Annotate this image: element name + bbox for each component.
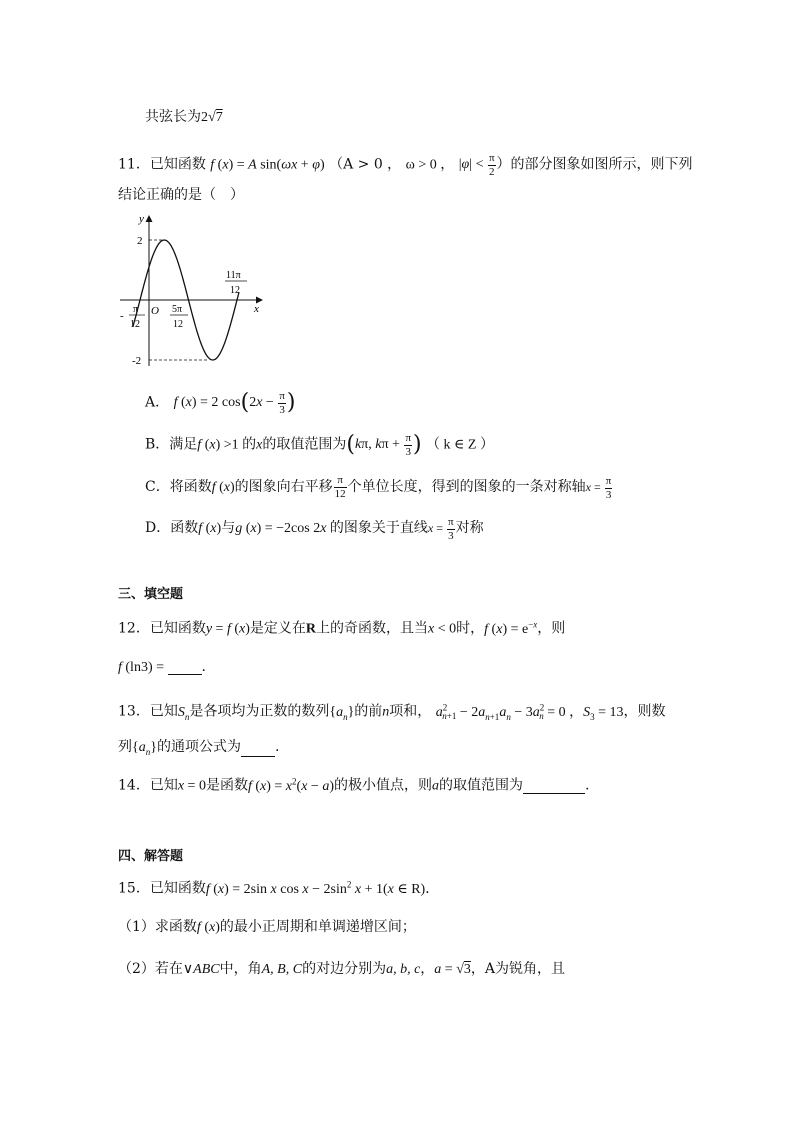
- q13-recurrence: $a^2_{n+1} - 2a_{n+1}a_n - 3a^2_n = 0$ ，$S_3 = 13$: [435, 702, 624, 722]
- ymax-label: 2: [137, 235, 143, 247]
- mid-label-num: 5π: [172, 304, 183, 315]
- q14-line: 14．已知x = 0是函数f $(x) = x^2(x - a)$的极小值点，则a的取值范围为 .: [118, 776, 590, 794]
- q13-line1: 13．已知$S_n$是各项均为正数的数列$\{a_n\}$的前n项和， $a^2_{n+1} - 2a_{n+1}a_n - 3a^2_n = 0$ ，$S_3 = 13$，则数: [118, 702, 666, 722]
- q12-line1: 12．已知函数y = f (x)是定义在R上的奇函数，且当x < 0时，f $(x) = e^{-x}$，则: [118, 619, 566, 637]
- prev-answer-radical: 7: [215, 110, 223, 125]
- q12-number: 12．: [118, 620, 150, 637]
- ymin-label: -2: [132, 355, 142, 367]
- q11-line1: [118, 152, 693, 178]
- option-d-text1: 函数: [170, 519, 199, 536]
- q11-cond-w: ω > 0 ，: [405, 157, 455, 173]
- option-b-label: B．: [145, 436, 170, 453]
- option-d-text3: 的图象关于直线: [329, 519, 428, 536]
- left-label-num: π: [133, 304, 139, 315]
- sqrt-symbol: √: [208, 110, 216, 125]
- q11-tail: 的部分图象如图所示，则下列: [510, 156, 693, 173]
- q12-answer-blank[interactable]: [168, 674, 202, 675]
- q13-line2: 列$\{a_n\}$的通项公式为 .: [118, 739, 280, 757]
- option-d-label: D．: [145, 519, 171, 536]
- q14-answer-blank[interactable]: [523, 793, 585, 794]
- option-b-interval: (kπ, kπ + $\frac{\pi}{3}$ ): [346, 432, 422, 458]
- q12-line2: f (ln3) = .: [118, 659, 206, 675]
- left-label-den: 12: [130, 319, 140, 330]
- q15-part2: （2）若在∨ABC中，角A, B, C的对边分别为a, b, c，a = √3，A为锐角，且: [118, 961, 566, 977]
- right-label-num: 11π: [226, 270, 241, 281]
- q13-number: 13．: [118, 703, 150, 720]
- option-b-text2: 的取值范围为: [262, 436, 347, 453]
- option-d-text4: 对称: [455, 519, 484, 536]
- prev-answer-value: 2: [201, 110, 208, 125]
- q11-number: 11．: [118, 156, 150, 173]
- option-c[interactable]: C．将函数f (x)的图象向右平移 $\frac{\pi}{12}$ 个单位长度，得到的图象的一条对称轴x = $\frac{\pi}{3}$: [145, 474, 612, 501]
- x-label: x: [254, 303, 259, 315]
- q15-line1: 15．已知函数f (x) = 2sin x $\cos x - 2\sin^2$ x + 1(x ∈ R)．: [118, 879, 440, 897]
- section-solve-title: 四、解答题: [118, 849, 184, 864]
- prev-answer-line: [145, 110, 223, 125]
- origin-label: O: [151, 305, 159, 317]
- option-b-text1: 满足: [169, 436, 198, 453]
- q14-number: 14．: [118, 777, 150, 794]
- option-b-ineq: f (x) >1: [197, 437, 243, 453]
- option-a-formula: f (x) = 2 cos(2x − $\frac{\pi}{3}$ ): [173, 390, 296, 416]
- y-label: y: [139, 213, 144, 225]
- section-fill-blank-title: 三、填空题: [118, 587, 184, 602]
- right-label-den: 12: [230, 285, 240, 296]
- left-label-sign: -: [120, 310, 124, 322]
- option-d-text2: 与: [221, 519, 236, 536]
- q15-number: 15．: [118, 880, 150, 897]
- option-a-label: A．: [145, 394, 170, 411]
- q11-lead: 已知函数: [149, 156, 206, 173]
- q13-answer-blank[interactable]: [241, 756, 275, 757]
- option-c-text3: 个单位长度，得到的图象的一条对称轴: [347, 479, 586, 496]
- q15-part1: （1）求函数f (x)的最小正周期和单调递增区间；: [118, 919, 416, 935]
- option-a[interactable]: [145, 390, 295, 416]
- mid-label-den: 12: [173, 319, 183, 330]
- q11-cond-a: （A > 0 ，: [329, 156, 402, 173]
- q11-line2: 结论正确的是（ ）: [118, 187, 244, 203]
- option-c-label: C．: [145, 479, 170, 496]
- option-c-text2: 的图象向右平移: [234, 479, 333, 496]
- q11-cond-phi: |φ| < $\frac{\pi}{2}$ ）: [458, 152, 511, 178]
- option-b[interactable]: B．满足f (x) >1 的x的取值范围为(kπ, kπ + $\frac{\pi}{3}$ ) （ k ∈ Z ）: [145, 432, 494, 458]
- option-c-text1: 将函数: [169, 479, 212, 496]
- prev-answer-text: 共弦长为: [145, 109, 201, 125]
- q11-graph: [115, 208, 275, 368]
- option-b-cond: （ k ∈ Z ）: [426, 437, 494, 453]
- q11-function: f (x) = A sin(ωx + φ): [210, 157, 325, 173]
- option-b-var: 的: [242, 436, 257, 453]
- option-d[interactable]: D．函数f (x)与g (x) = −2cos 2x 的图象关于直线x = $\frac{\pi}{3}$ 对称: [145, 516, 484, 542]
